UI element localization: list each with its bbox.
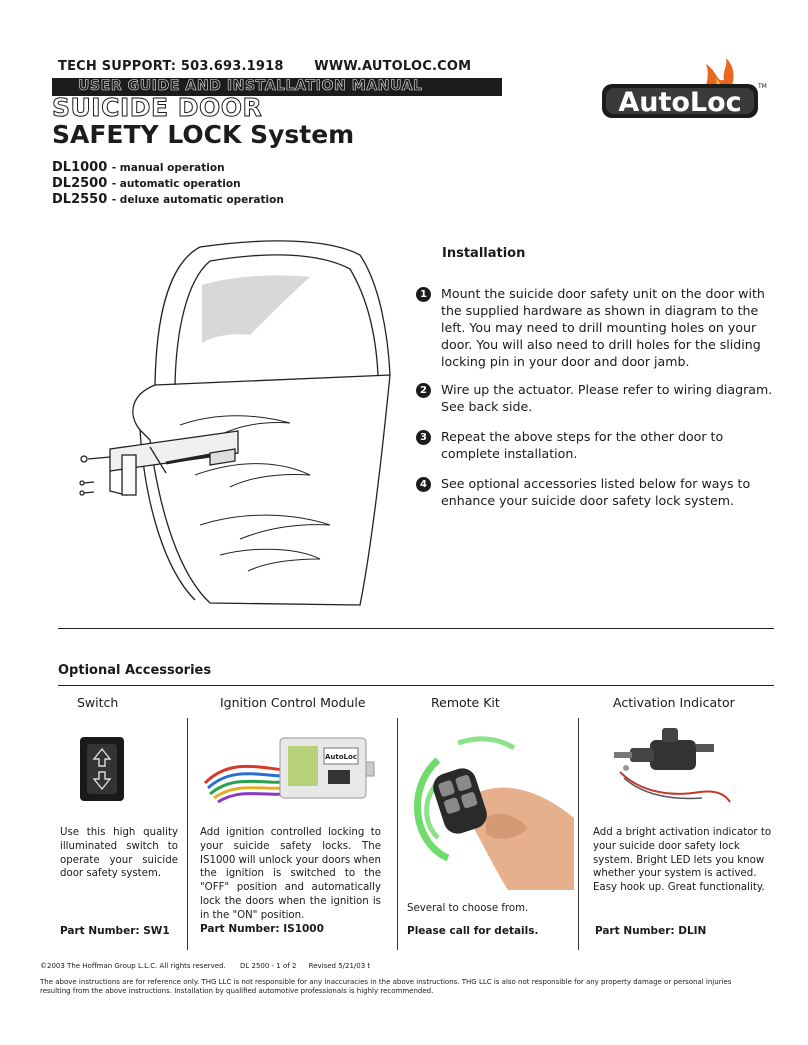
accessory-name-ignition: Ignition Control Module [220, 695, 366, 710]
step-number-badge: 4 [416, 477, 431, 492]
door-installation-diagram [70, 225, 400, 610]
footer-disclaimer: The above instructions are for reference only. THG LLC is not responsible for any inaccuracies in the above instructions. THG LLC is also not responsible for any property damage or personal injuries resulting from the above instructions. Installation by qualified automotive professionals is highly recommended. [40, 978, 732, 995]
accessory-name-remote: Remote Kit [431, 695, 500, 710]
step-number-badge: 2 [416, 383, 431, 398]
svg-text:TM: TM [758, 83, 767, 90]
activation-indicator-image [600, 722, 740, 807]
part-number-ignition: Part Number: IS1000 [200, 923, 324, 935]
ignition-module-image [200, 728, 375, 810]
column-divider [187, 718, 188, 950]
part-number-switch: Part Number: SW1 [60, 925, 170, 937]
accessory-name-switch: Switch [77, 695, 119, 710]
model-desc: - deluxe automatic operation [111, 194, 284, 206]
step-number-badge: 1 [416, 287, 431, 302]
step-text: Wire up the actuator. Please refer to wiring diagram. See back side. [441, 382, 773, 414]
model-code: DL2550 [52, 192, 108, 207]
accessories-rule [58, 685, 774, 686]
module-label: AutoLoc [325, 753, 357, 761]
accessory-name-indicator: Activation Indicator [613, 695, 735, 710]
tech-support-phone: TECH SUPPORT: 503.693.1918 [58, 59, 284, 74]
accessories-heading: Optional Accessories [58, 663, 212, 678]
logo-wordmark: AutoLoc [618, 87, 742, 118]
autoloc-logo [600, 58, 768, 130]
tech-support-line [58, 59, 497, 74]
accessory-desc-switch: Use this high quality illuminated switch to operate your suicide door safety system. [60, 827, 178, 880]
section-divider [58, 628, 774, 629]
model-desc: - automatic operation [111, 178, 241, 190]
revised-date: Revised 5/21/03 t [308, 962, 371, 970]
accessory-desc-ignition: Add ignition controlled locking to your suicide safety locks. The IS1000 will unlock your doors when the ignition is switched to the "OFF" position and automatically lock the doors when the ignition is in the "ON" position. [200, 827, 381, 921]
remote-call-note: Please call for details. [407, 925, 539, 937]
step-number-badge: 3 [416, 430, 431, 445]
title-line-2: SAFETY LOCK System [52, 120, 355, 149]
footer-copyright-line [40, 962, 370, 970]
model-code: DL1000 [52, 160, 108, 175]
part-number-indicator: Part Number: DLIN [595, 925, 707, 937]
model-dl2550 [52, 192, 284, 207]
rocker-switch-image [78, 735, 128, 805]
model-dl2500 [52, 176, 241, 191]
accessory-desc-indicator: Add a bright activation indicator to your suicide door safety lock system. Bright LED lets you know whether your system is actived. Easy hook up. Great functionality. [593, 827, 772, 894]
model-desc: - manual operation [111, 162, 225, 174]
accessory-desc-remote: Several to choose from. [407, 903, 529, 914]
column-divider [578, 718, 579, 950]
step-text: Mount the suicide door safety unit on the door with the supplied hardware as shown in diagram to the left. You may need to drill mounting holes on your door. You will also need to drill holes for the sliding locking pin in your door and door jamb. [441, 286, 765, 369]
website-link[interactable]: WWW.AUTOLOC.COM [314, 59, 472, 74]
guide-label: USER GUIDE AND INSTALLATION MANUAL [78, 78, 423, 94]
doc-id: DL 2500 - 1 of 2 [239, 962, 297, 970]
installation-heading: Installation [442, 246, 526, 261]
title-line-1: SUICIDE DOOR [52, 93, 263, 122]
remote-kit-image [398, 718, 578, 890]
copyright: ©2003 The Hoffman Group L.L.C. All rights reserved. [40, 962, 226, 970]
model-code: DL2500 [52, 176, 108, 191]
step-text: Repeat the above steps for the other door to complete installation. [441, 429, 724, 461]
step-text: See optional accessories listed below for ways to enhance your suicide door safety lock system. [441, 476, 751, 508]
model-dl1000 [52, 160, 225, 175]
